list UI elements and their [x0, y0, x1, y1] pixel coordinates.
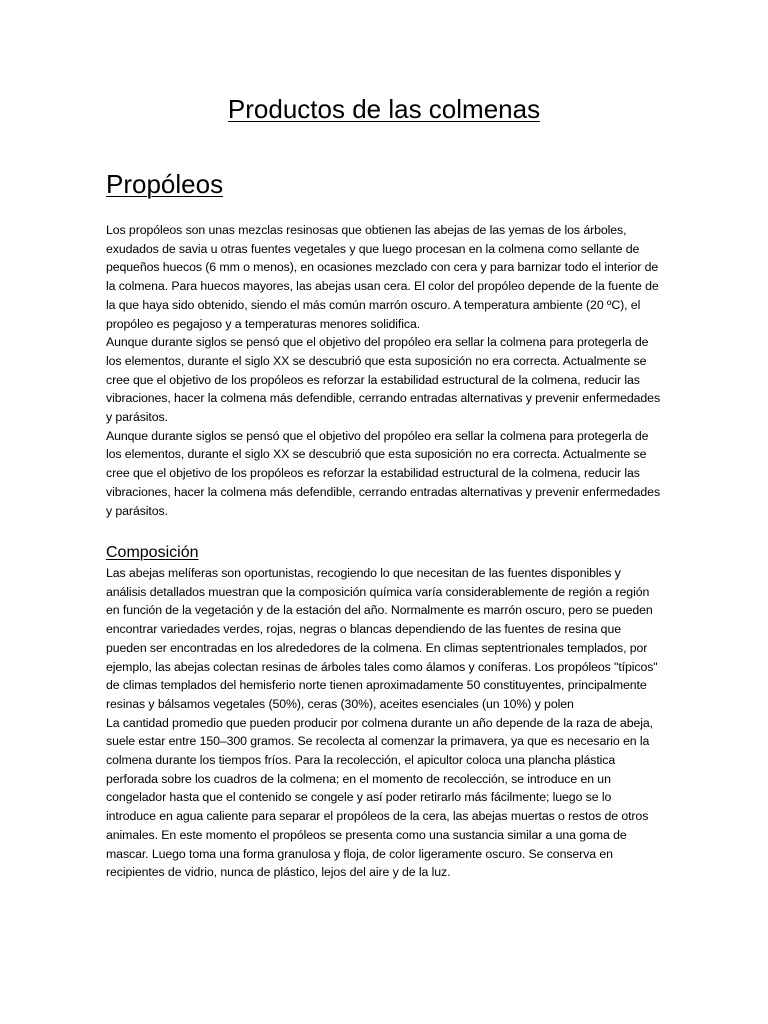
paragraph: Los propóleos son unas mezclas resinosas que obtienen las abejas de las yemas de los árboles, exudados de savia u otras fuentes vegetales y que luego procesan en la colmena como sellante de pequeños huecos (6 mm o menos), en ocasiones mezclado con cera y para barnizar todo el interior de la colmena. Para huecos mayores, las abejas usan cera. El color del propóleo depende de la fuente de la que haya sido obtenido, siendo el más común marrón oscuro. A temperatura ambiente (20 ºC), el propóleo es pegajoso y a temperaturas menores solidifica. — [106, 223, 659, 331]
paragraph: La cantidad promedio que pueden producir por colmena durante un año depende de la raza de abeja, suele estar entre 150–300 gramos. Se recolecta al comenzar la primavera, ya que es necesario en la colmena durante los tiempos fríos. Para la recolección, el apicultor coloca una plancha plástica perforada sobre los cuadros de la colmena; en el momento de recolección, se introduce en un congelador hasta que el contenido se congele y así poder retirarlo más fácilmente; luego se lo introduce en agua caliente para separar el propóleos de la cera, las abejas muertas o restos de otros animales. En este momento el propóleos se presenta como una sustancia similar a una goma de mascar. Luego toma una forma granulosa y floja, de color ligeramente oscuro. Se conserva en recipientes de vidrio, nunca de plástico, lejos del aire y de la luz. — [106, 715, 653, 880]
subsection-heading-composicion: Composición — [106, 544, 199, 561]
section-body-propoleos — [106, 221, 662, 520]
subsection-body-composicion — [106, 564, 662, 882]
paragraph: Las abejas melíferas son oportunistas, recogiendo lo que necesitan de las fuentes disponibles y análisis detallados muestran que la composición química varía considerablemente de región a región en función de la vegetación y de la estación del año. Normalmente es marrón oscuro, pero se pueden encontrar variedades verdes, rojas, negras o blancas dependiendo de las fuentes de resina que pueden ser encontradas en los alrededores de la colmena. En climas septentrionales templados, por ejemplo, las abejas colectan resinas de árboles tales como álamos y coníferas. Los propóleos "típicos" de climas templados del hemisferio norte tienen aproximadamente 50 constituyentes, principalmente resinas y bálsamos vegetales (50%), ceras (30%), aceites esenciales (un 10%) y polen — [106, 566, 658, 711]
document-title: Productos de las colmenas — [227, 94, 541, 124]
section-heading-propoleos: Propóleos — [106, 169, 224, 199]
paragraph: Aunque durante siglos se pensó que el objetivo del propóleo era sellar la colmena para protegerla de los elementos, durante el siglo XX se descubrió que esta suposición no era correcta. Actualmente se cree que el objetivo de los propóleos es reforzar la estabilidad estructural de la colmena, reducir las vibraciones, hacer la colmena más defendible, cerrando entradas alternativas y prevenir enfermedades y parásitos. — [106, 428, 661, 518]
paragraph: Aunque durante siglos se pensó que el objetivo del propóleo era sellar la colmena para protegerla de los elementos, durante el siglo XX se descubrió que esta suposición no era correcta. Actualmente se cree que el objetivo de los propóleos es reforzar la estabilidad estructural de la colmena, reducir las vibraciones, hacer la colmena más defendible, cerrando entradas alternativas y prevenir enfermedades y parásitos. — [106, 335, 661, 425]
